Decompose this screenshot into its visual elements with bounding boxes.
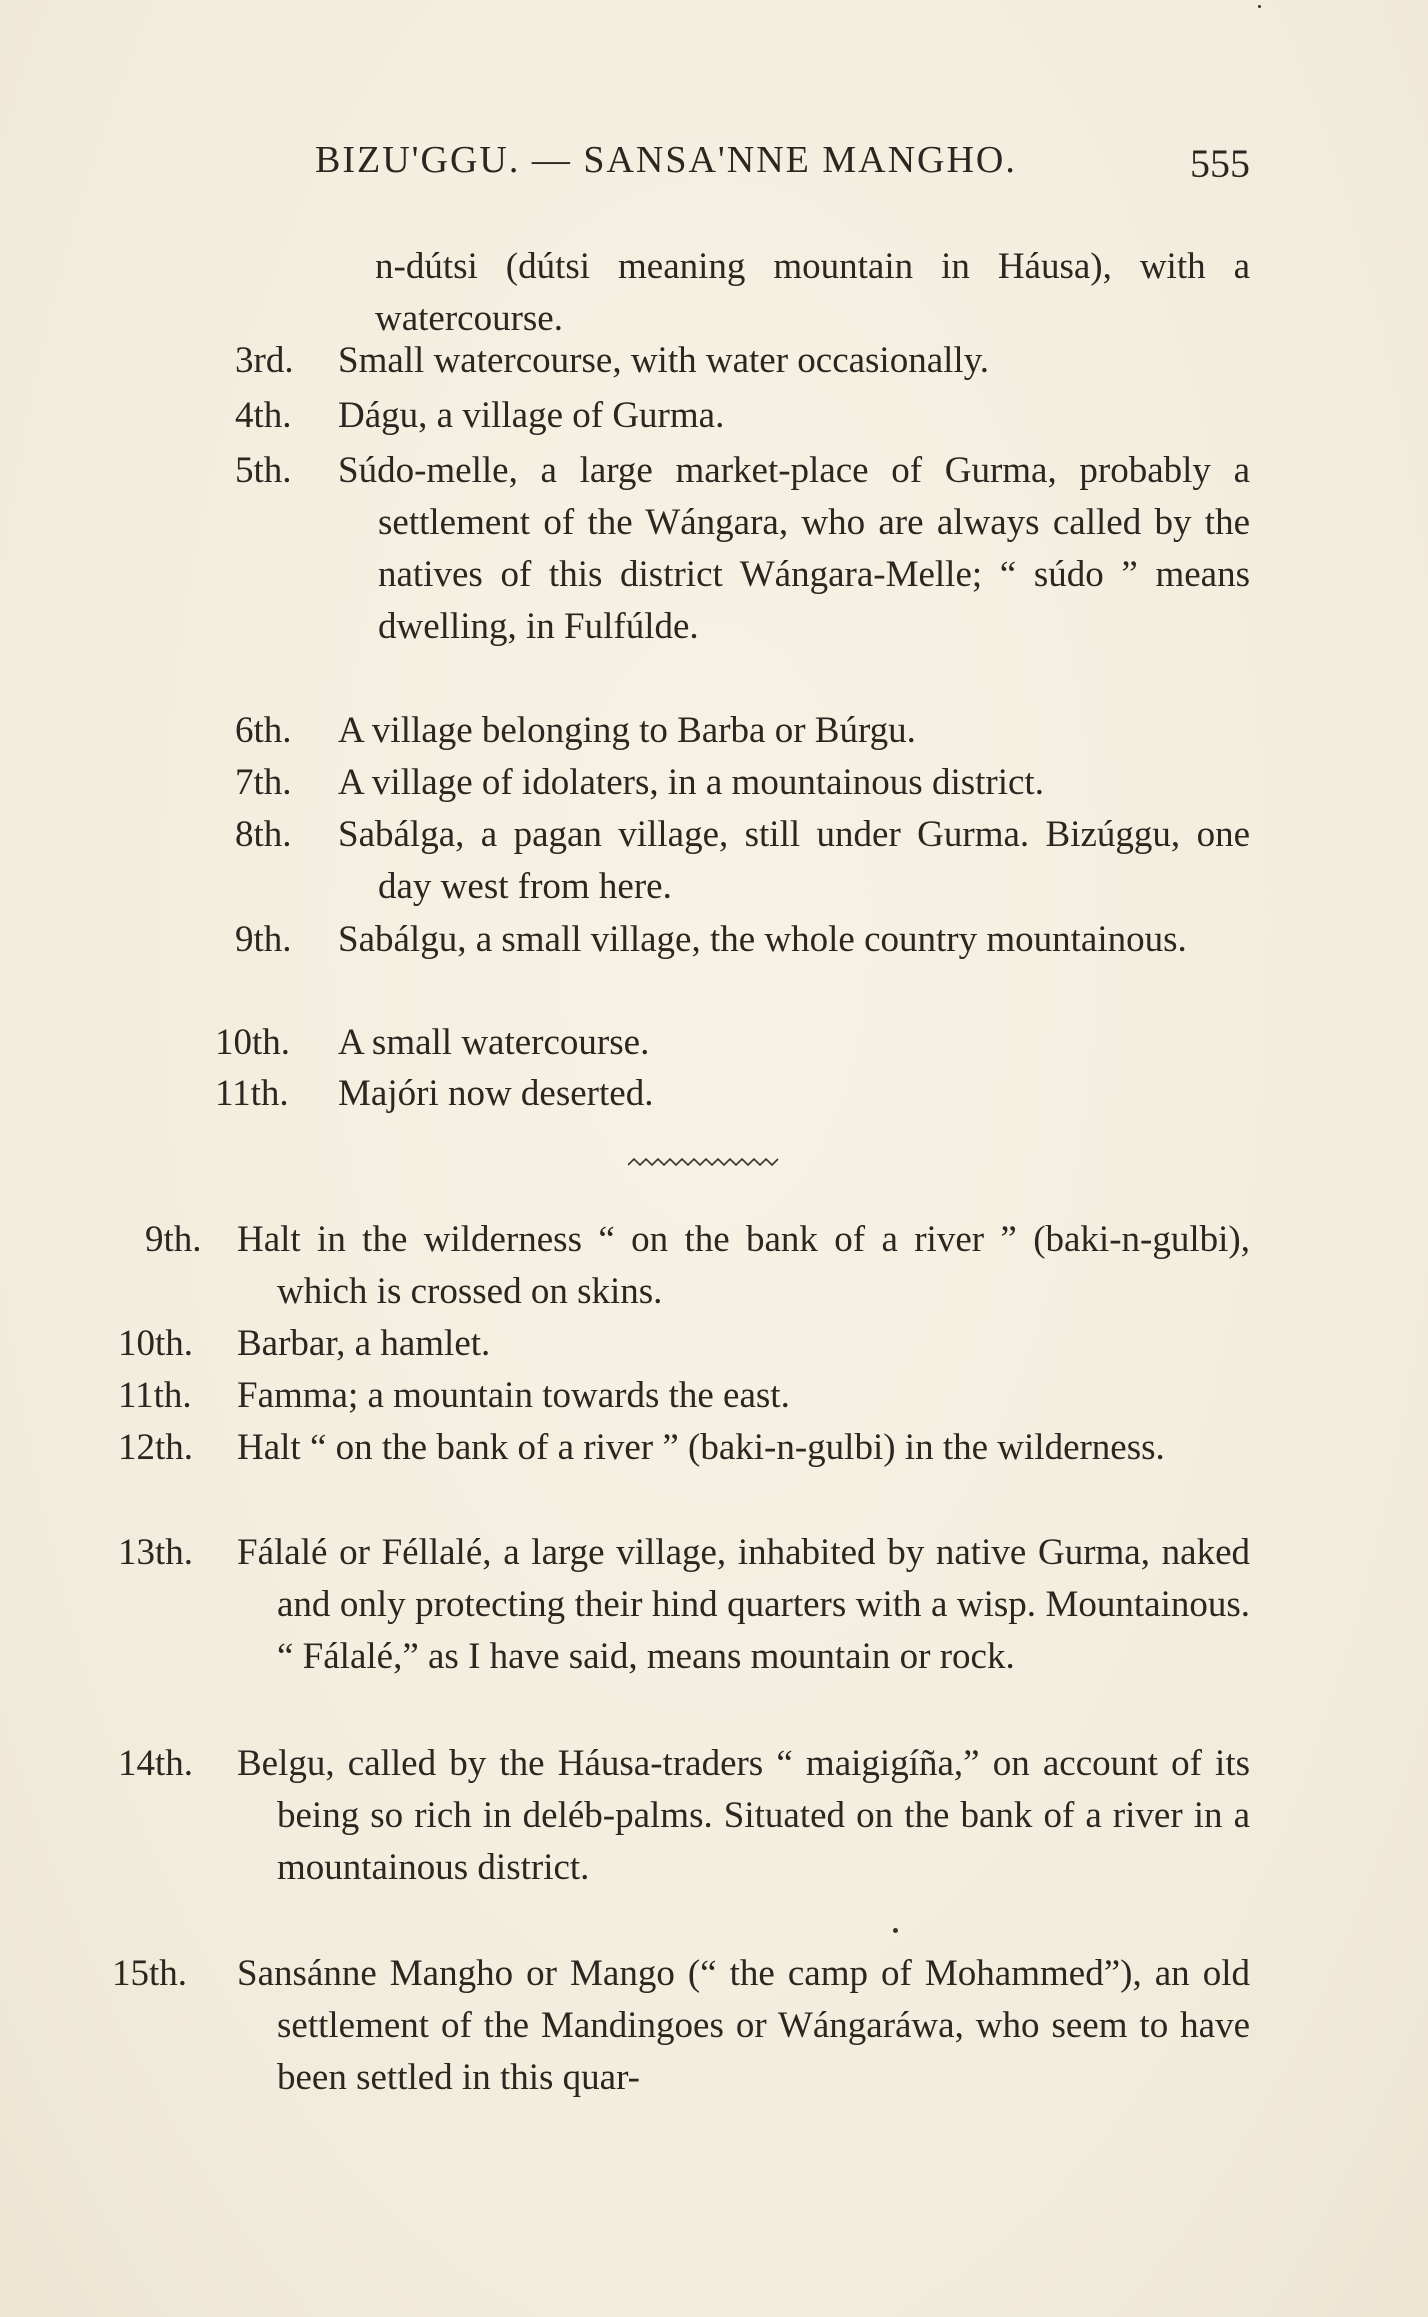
entry-text: Famma; a mountain towards the east.: [237, 1375, 790, 1416]
entry-number: 9th.: [145, 1219, 202, 1260]
entry-number: 4th.: [235, 395, 292, 436]
entry-text: Fálalé or Féllalé, a large village, inhabited by native Gurma, naked and only protecting their hind quarters with a wisp. Mountainous. “ Fálalé,” as I have said, means mountain or rock.: [237, 1532, 1250, 1677]
list-item: [235, 809, 1250, 913]
page-header: [315, 138, 1250, 198]
entry-text: Dágu, a village of Gurma.: [338, 395, 725, 436]
list-item: [235, 445, 1250, 653]
list-item: [235, 705, 1250, 757]
entry-text: Small watercourse, with water occasionally.: [338, 340, 990, 381]
entry-number: 5th.: [235, 450, 292, 491]
entry-number: 8th.: [235, 814, 292, 855]
list-item: [112, 1948, 1250, 2104]
entry-text: Sabálgu, a small village, the whole country mountainous.: [338, 919, 1187, 960]
entry-text: n-dútsi (dútsi meaning mountain in Háusa), with a watercourse.: [375, 246, 1250, 339]
entry-number: 12th.: [118, 1427, 194, 1468]
entry-number: 3rd.: [235, 340, 294, 381]
list-item: [215, 1017, 1250, 1069]
entry-text: A small watercourse.: [338, 1022, 650, 1063]
entry-text: Halt in the wilderness “ on the bank of a river ” (baki-n-gulbi), which is crossed on skins.: [237, 1219, 1250, 1312]
entry-text: Súdo-melle, a large market-place of Gurma, probably a settlement of the Wángara, who are always called by the natives of this district Wángara-Melle; “ súdo ” means dwelling, in Fulfúlde.: [338, 450, 1250, 647]
entry-text: Belgu, called by the Háusa-traders “ maigigíña,” on account of its being so rich in deléb-palms. Situated on the bank of a river in a mountainous district.: [237, 1743, 1250, 1888]
list-item: [118, 1422, 1250, 1474]
list-item: [118, 1370, 1250, 1422]
list-item: [235, 914, 1250, 966]
list-item: [118, 1738, 1250, 1894]
entry-text: Barbar, a hamlet.: [237, 1323, 491, 1364]
list-item: [235, 335, 1250, 387]
ink-speck: [1258, 5, 1261, 8]
entry-text: Halt “ on the bank of a river ” (baki-n-gulbi) in the wilderness.: [237, 1427, 1165, 1468]
list-item: [235, 390, 1250, 442]
entry-number: 11th.: [215, 1073, 289, 1114]
page-number: 555: [1190, 141, 1250, 186]
section-divider: [628, 1155, 780, 1169]
running-head: BIZU'GGU. — SANSA'NNE MANGHO.: [315, 139, 1017, 181]
entry-number: 10th.: [118, 1323, 194, 1364]
entry-text: Sansánne Mangho or Mango (“ the camp of Mohammed”), an old settlement of the Mandingoes or Wángaráwa, who seem to have been settled in this quar-: [237, 1953, 1250, 2098]
entry-number: 11th.: [118, 1375, 192, 1416]
list-item: [215, 241, 1250, 345]
entry-text: Sabálga, a pagan village, still under Gurma. Bizúggu, one day west from here.: [338, 814, 1250, 907]
ink-speck: [893, 1928, 898, 1933]
list-item: [118, 1318, 1250, 1370]
entry-number: 7th.: [235, 762, 292, 803]
list-item: [235, 757, 1250, 809]
list-item: [215, 1068, 1250, 1120]
entry-text: Majóri now deserted.: [338, 1073, 654, 1114]
entry-text: A village belonging to Barba or Búrgu.: [338, 710, 916, 751]
entry-number: 15th.: [112, 1953, 188, 1994]
list-item: [118, 1527, 1250, 1683]
entry-number: 14th.: [118, 1743, 194, 1784]
entry-number: 9th.: [235, 919, 292, 960]
entry-number: 10th.: [215, 1022, 291, 1063]
entry-number: 13th.: [118, 1532, 194, 1573]
entry-number: 6th.: [235, 710, 292, 751]
list-item: [145, 1214, 1250, 1318]
entry-text: A village of idolaters, in a mountainous district.: [338, 762, 1044, 803]
